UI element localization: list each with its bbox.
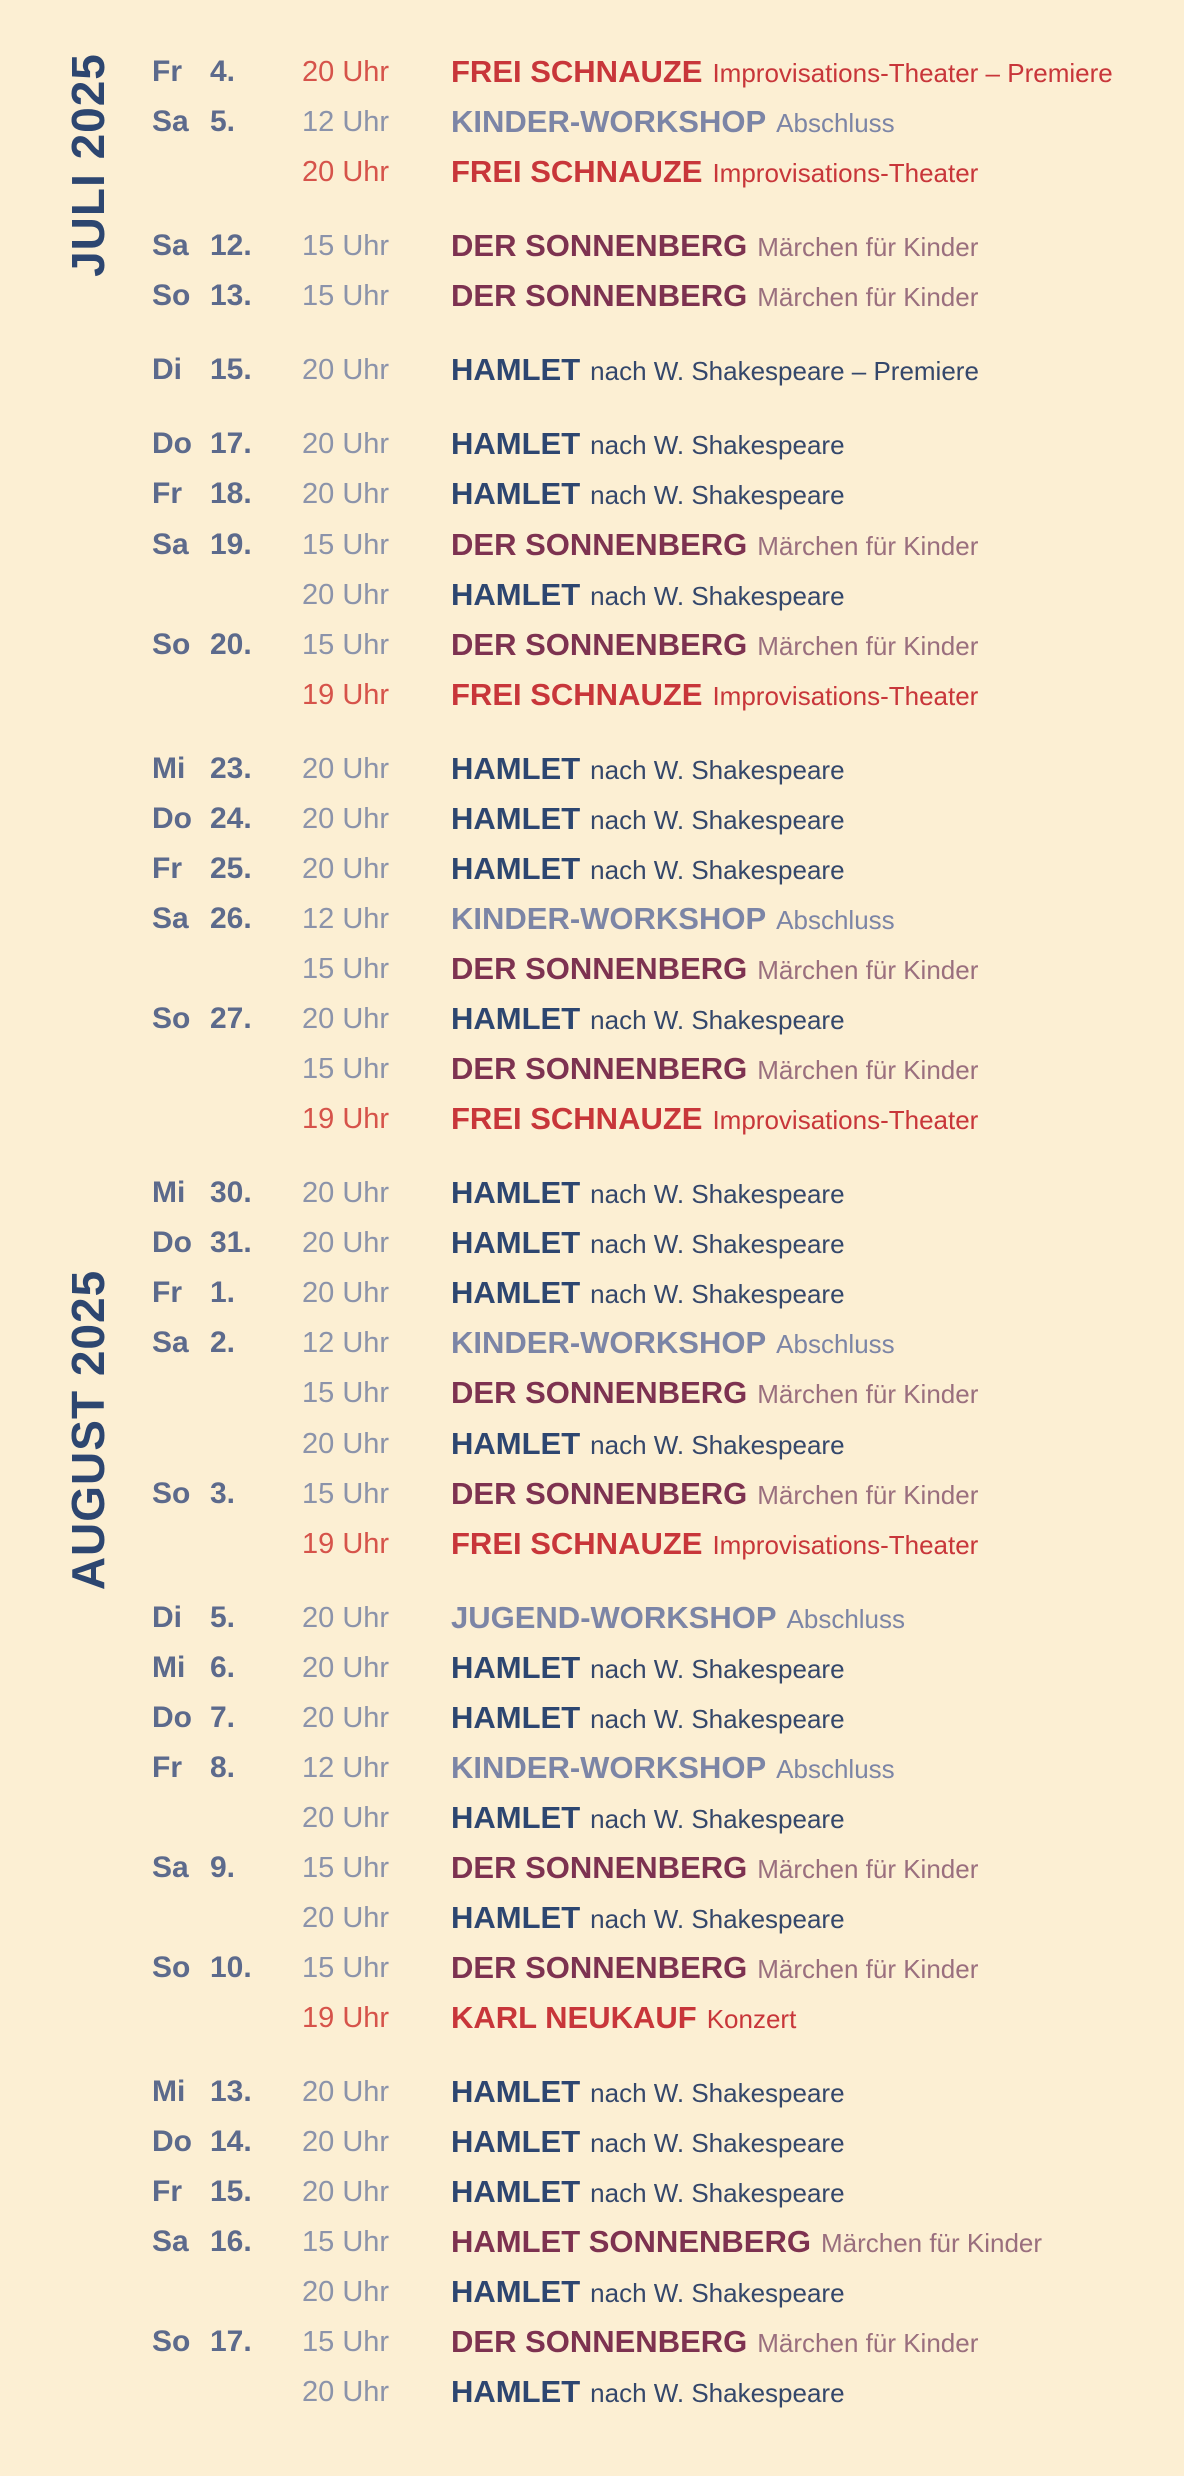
event-subtitle: nach W. Shakespeare – Premiere bbox=[590, 356, 979, 386]
event-title: HAMLET bbox=[451, 751, 581, 786]
weekday: Sa bbox=[152, 528, 189, 561]
event-time: 20 Uhr bbox=[302, 1428, 390, 1460]
event-title: HAMLET bbox=[451, 1275, 581, 1310]
event bbox=[451, 2069, 845, 2121]
event-subtitle: nach W. Shakespeare bbox=[590, 2278, 845, 2308]
weekday: Sa bbox=[152, 105, 189, 138]
weekday: Do bbox=[152, 427, 192, 460]
weekday: So bbox=[152, 1002, 191, 1035]
day-number: 9. bbox=[210, 1851, 236, 1884]
day-number: 13. bbox=[210, 279, 252, 312]
event bbox=[451, 1745, 895, 1797]
weekday: So bbox=[152, 1951, 191, 1984]
event bbox=[451, 1945, 978, 1997]
day-number: 27. bbox=[210, 1002, 252, 1035]
weekday: So bbox=[152, 2325, 191, 2358]
event-subtitle: Märchen für Kinder bbox=[757, 232, 979, 262]
event bbox=[451, 1320, 895, 1372]
event-title: HAMLET bbox=[451, 1426, 581, 1461]
event-subtitle: nach W. Shakespeare bbox=[590, 1229, 845, 1259]
event-subtitle: Märchen für Kinder bbox=[757, 531, 979, 561]
event-subtitle: nach W. Shakespeare bbox=[590, 1654, 845, 1684]
event-title: HAMLET bbox=[451, 352, 581, 387]
event bbox=[451, 996, 845, 1048]
event-time: 15 Uhr bbox=[302, 1478, 390, 1510]
event bbox=[451, 347, 979, 399]
event-title: DER SONNENBERG bbox=[451, 1375, 748, 1410]
schedule-row bbox=[0, 1745, 1184, 1791]
event bbox=[451, 1046, 978, 1098]
schedule-row bbox=[0, 1320, 1184, 1366]
event-subtitle: Abschluss bbox=[776, 1754, 895, 1784]
event bbox=[451, 2319, 978, 2371]
event-subtitle: nach W. Shakespeare bbox=[590, 2378, 845, 2408]
event-time: 20 Uhr bbox=[302, 1227, 390, 1259]
schedule-row bbox=[0, 1421, 1184, 1467]
event-time: 20 Uhr bbox=[302, 1652, 390, 1684]
event-time: 20 Uhr bbox=[302, 803, 390, 835]
event bbox=[451, 1595, 905, 1647]
event bbox=[451, 1370, 978, 1422]
event-time: 20 Uhr bbox=[302, 156, 390, 188]
day-number: 23. bbox=[210, 752, 252, 785]
schedule-row bbox=[0, 1170, 1184, 1216]
event bbox=[451, 672, 978, 724]
event-title: HAMLET bbox=[451, 801, 581, 836]
schedule-row bbox=[0, 846, 1184, 892]
schedule-row bbox=[0, 1845, 1184, 1891]
day-number: 15. bbox=[210, 2175, 252, 2208]
event-title: HAMLET bbox=[451, 851, 581, 886]
event bbox=[451, 99, 895, 151]
event-subtitle: Märchen für Kinder bbox=[757, 631, 979, 661]
event-subtitle: nach W. Shakespeare bbox=[590, 1279, 845, 1309]
event-subtitle: Märchen für Kinder bbox=[757, 1055, 979, 1085]
event bbox=[451, 2269, 845, 2321]
weekday: Do bbox=[152, 1226, 192, 1259]
event-time: 20 Uhr bbox=[302, 853, 390, 885]
event-title: DER SONNENBERG bbox=[451, 1850, 748, 1885]
weekday: So bbox=[152, 628, 191, 661]
event-subtitle: nach W. Shakespeare bbox=[590, 805, 845, 835]
event-title: FREI SCHNAUZE bbox=[451, 1101, 703, 1136]
event-title: JUGEND-WORKSHOP bbox=[451, 1600, 777, 1635]
weekday: Do bbox=[152, 802, 192, 835]
schedule-row bbox=[0, 746, 1184, 792]
event-title: HAMLET bbox=[451, 2074, 581, 2109]
event-subtitle: nach W. Shakespeare bbox=[590, 1005, 845, 1035]
event bbox=[451, 1695, 845, 1747]
schedule-row bbox=[0, 347, 1184, 393]
event-subtitle: Abschluss bbox=[776, 1329, 895, 1359]
schedule-row bbox=[0, 1995, 1184, 2041]
event-time: 20 Uhr bbox=[302, 1702, 390, 1734]
event-time: 20 Uhr bbox=[302, 2126, 390, 2158]
event-title: KINDER-WORKSHOP bbox=[451, 104, 767, 139]
schedule-row bbox=[0, 1370, 1184, 1416]
weekday: Sa bbox=[152, 2225, 189, 2258]
weekday: Di bbox=[152, 1601, 182, 1634]
event-time: 20 Uhr bbox=[302, 753, 390, 785]
schedule-row bbox=[0, 1795, 1184, 1841]
event-subtitle: Märchen für Kinder bbox=[820, 2228, 1043, 2258]
event bbox=[451, 1895, 845, 1947]
weekday: Fr bbox=[152, 477, 182, 510]
weekday: Mi bbox=[152, 2075, 186, 2108]
schedule-row bbox=[0, 522, 1184, 568]
weekday: Sa bbox=[152, 1326, 189, 1359]
schedule-row bbox=[0, 2319, 1184, 2365]
weekday: Mi bbox=[152, 1651, 186, 1684]
event-title: DER SONNENBERG bbox=[451, 1476, 748, 1511]
day-number: 7. bbox=[210, 1701, 236, 1734]
day-number: 20. bbox=[210, 628, 252, 661]
weekday: Sa bbox=[152, 902, 189, 935]
day-number: 16. bbox=[210, 2225, 252, 2258]
day-number: 10. bbox=[210, 1951, 252, 1984]
weekday: Sa bbox=[152, 229, 189, 262]
event-time: 20 Uhr bbox=[302, 478, 390, 510]
schedule-row bbox=[0, 2219, 1184, 2265]
event bbox=[451, 149, 978, 201]
event-time: 20 Uhr bbox=[302, 1902, 390, 1934]
event-subtitle: Abschluss bbox=[786, 1604, 906, 1634]
event-title: DER SONNENBERG bbox=[451, 278, 748, 313]
event-title: HAMLET bbox=[451, 1800, 581, 1835]
event bbox=[451, 746, 845, 798]
day-number: 4. bbox=[210, 55, 236, 88]
event bbox=[451, 223, 978, 275]
event-title: DER SONNENBERG bbox=[451, 2324, 748, 2359]
event-subtitle: Improvisations-Theater bbox=[712, 681, 979, 711]
day-number: 3. bbox=[210, 1477, 236, 1510]
schedule-row bbox=[0, 2169, 1184, 2215]
event-time: 19 Uhr bbox=[302, 679, 390, 711]
weekday: Sa bbox=[152, 1851, 189, 1884]
event-title: HAMLET bbox=[451, 1175, 581, 1210]
schedule-row bbox=[0, 2119, 1184, 2165]
schedule-row bbox=[0, 99, 1184, 145]
schedule-row bbox=[0, 1270, 1184, 1316]
weekday: Do bbox=[152, 2125, 192, 2158]
schedule-row bbox=[0, 223, 1184, 269]
event-time: 20 Uhr bbox=[302, 2276, 390, 2308]
event-subtitle: nach W. Shakespeare bbox=[590, 1179, 845, 1209]
event-subtitle: Abschluss bbox=[776, 905, 895, 935]
event-title: HAMLET bbox=[451, 1650, 581, 1685]
event-subtitle: nach W. Shakespeare bbox=[590, 2178, 845, 2208]
event-time: 12 Uhr bbox=[302, 106, 390, 138]
schedule-row bbox=[0, 1895, 1184, 1941]
schedule-row bbox=[0, 149, 1184, 195]
weekday: Fr bbox=[152, 1751, 182, 1784]
weekday: So bbox=[152, 279, 191, 312]
event-title: KINDER-WORKSHOP bbox=[451, 1325, 767, 1360]
day-number: 18. bbox=[210, 477, 252, 510]
event-title: KINDER-WORKSHOP bbox=[451, 1750, 767, 1785]
day-number: 1. bbox=[210, 1276, 236, 1309]
event-subtitle: nach W. Shakespeare bbox=[590, 1704, 845, 1734]
event-subtitle: Märchen für Kinder bbox=[757, 282, 979, 312]
event-title: HAMLET bbox=[451, 476, 581, 511]
day-number: 15. bbox=[210, 353, 252, 386]
event-subtitle: nach W. Shakespeare bbox=[590, 855, 845, 885]
day-number: 5. bbox=[210, 1601, 236, 1634]
event-title: KINDER-WORKSHOP bbox=[451, 901, 767, 936]
schedule-row bbox=[0, 49, 1184, 95]
day-number: 17. bbox=[210, 427, 252, 460]
event bbox=[451, 1795, 845, 1847]
schedule-row bbox=[0, 996, 1184, 1042]
event bbox=[451, 421, 845, 473]
event bbox=[451, 1845, 978, 1897]
weekday: Fr bbox=[152, 852, 182, 885]
event-title: DER SONNENBERG bbox=[451, 527, 748, 562]
event-time: 15 Uhr bbox=[302, 1852, 390, 1884]
event-time: 15 Uhr bbox=[302, 2226, 390, 2258]
weekday: Fr bbox=[152, 55, 182, 88]
event-title: HAMLET bbox=[451, 1225, 581, 1260]
weekday: So bbox=[152, 1477, 191, 1510]
event-time: 20 Uhr bbox=[302, 2176, 390, 2208]
event bbox=[451, 273, 978, 325]
event-title: HAMLET bbox=[451, 2374, 581, 2409]
event-title: FREI SCHNAUZE bbox=[451, 54, 703, 89]
event bbox=[451, 622, 978, 674]
event bbox=[451, 846, 845, 898]
event-subtitle: Konzert bbox=[706, 2004, 797, 2034]
event-subtitle: Märchen für Kinder bbox=[757, 1854, 979, 1884]
event-subtitle: Abschluss bbox=[776, 108, 895, 138]
month-label-august: AUGUST 2025 bbox=[62, 1269, 114, 1591]
event-title: FREI SCHNAUZE bbox=[451, 677, 703, 712]
event-title: DER SONNENBERG bbox=[451, 1950, 748, 1985]
event bbox=[451, 1220, 845, 1272]
event-subtitle: Improvisations-Theater bbox=[712, 1105, 979, 1135]
event bbox=[451, 1471, 978, 1523]
event-subtitle: nach W. Shakespeare bbox=[590, 430, 845, 460]
event-time: 19 Uhr bbox=[302, 1103, 390, 1135]
event-time: 20 Uhr bbox=[302, 354, 390, 386]
schedule-row bbox=[0, 421, 1184, 467]
event-title: HAMLET bbox=[451, 577, 581, 612]
weekday: Mi bbox=[152, 752, 186, 785]
event bbox=[451, 2169, 845, 2221]
schedule-row bbox=[0, 1046, 1184, 1092]
day-number: 12. bbox=[210, 229, 252, 262]
event-time: 20 Uhr bbox=[302, 579, 390, 611]
event bbox=[451, 1421, 845, 1473]
schedule-row bbox=[0, 796, 1184, 842]
day-number: 25. bbox=[210, 852, 252, 885]
event-title: HAMLET bbox=[451, 2174, 581, 2209]
event-subtitle: Märchen für Kinder bbox=[757, 1379, 979, 1409]
event bbox=[451, 1995, 796, 2047]
schedule-row bbox=[0, 471, 1184, 517]
event-time: 15 Uhr bbox=[302, 1377, 390, 1409]
event-time: 15 Uhr bbox=[302, 230, 390, 262]
schedule-row bbox=[0, 2369, 1184, 2415]
event bbox=[451, 522, 978, 574]
event-time: 19 Uhr bbox=[302, 1528, 390, 1560]
day-number: 30. bbox=[210, 1176, 252, 1209]
day-number: 13. bbox=[210, 2075, 252, 2108]
schedule-row bbox=[0, 1471, 1184, 1517]
event bbox=[451, 572, 845, 624]
event-time: 20 Uhr bbox=[302, 1003, 390, 1035]
event-title: DER SONNENBERG bbox=[451, 1051, 748, 1086]
day-number: 19. bbox=[210, 528, 252, 561]
schedule-row bbox=[0, 2269, 1184, 2315]
event bbox=[451, 896, 895, 948]
weekday: Di bbox=[152, 353, 182, 386]
event-time: 12 Uhr bbox=[302, 1327, 390, 1359]
schedule-row bbox=[0, 946, 1184, 992]
event-subtitle: Improvisations-Theater bbox=[712, 158, 979, 188]
weekday: Fr bbox=[152, 1276, 182, 1309]
event bbox=[451, 1521, 978, 1573]
event-time: 20 Uhr bbox=[302, 428, 390, 460]
event-title: KARL NEUKAUF bbox=[451, 2000, 697, 2035]
event-title: HAMLET bbox=[451, 1900, 581, 1935]
schedule-row bbox=[0, 2069, 1184, 2115]
event-time: 15 Uhr bbox=[302, 529, 390, 561]
event-subtitle: Märchen für Kinder bbox=[757, 1954, 979, 1984]
event bbox=[451, 2119, 845, 2171]
event-time: 20 Uhr bbox=[302, 1602, 390, 1634]
weekday: Fr bbox=[152, 2175, 182, 2208]
event-title: DER SONNENBERG bbox=[451, 627, 748, 662]
event-subtitle: Märchen für Kinder bbox=[757, 955, 979, 985]
event-subtitle: nach W. Shakespeare bbox=[590, 1430, 845, 1460]
event-time: 20 Uhr bbox=[302, 56, 390, 88]
day-number: 24. bbox=[210, 802, 252, 835]
event bbox=[451, 49, 1113, 101]
event bbox=[451, 2369, 845, 2421]
schedule-row bbox=[0, 896, 1184, 942]
event-title: FREI SCHNAUZE bbox=[451, 1526, 703, 1561]
event-time: 20 Uhr bbox=[302, 1277, 390, 1309]
event-subtitle: nach W. Shakespeare bbox=[590, 581, 845, 611]
schedule-row bbox=[0, 672, 1184, 718]
event-title: DER SONNENBERG bbox=[451, 951, 748, 986]
event-subtitle: Improvisations-Theater – Premiere bbox=[712, 58, 1113, 88]
event-time: 15 Uhr bbox=[302, 1053, 390, 1085]
event-subtitle: Improvisations-Theater bbox=[712, 1530, 979, 1560]
schedule-row bbox=[0, 1521, 1184, 1567]
event-time: 15 Uhr bbox=[302, 953, 390, 985]
event-time: 15 Uhr bbox=[302, 280, 390, 312]
event-title: HAMLET bbox=[451, 1700, 581, 1735]
event-time: 15 Uhr bbox=[302, 629, 390, 661]
event-time: 20 Uhr bbox=[302, 2376, 390, 2408]
day-number: 5. bbox=[210, 105, 236, 138]
event bbox=[451, 1645, 845, 1697]
schedule-row bbox=[0, 1220, 1184, 1266]
event bbox=[451, 1170, 845, 1222]
event-time: 20 Uhr bbox=[302, 1177, 390, 1209]
event-time: 20 Uhr bbox=[302, 1802, 390, 1834]
day-number: 31. bbox=[210, 1226, 252, 1259]
weekday: Do bbox=[152, 1701, 192, 1734]
event bbox=[451, 2219, 1042, 2271]
event bbox=[451, 796, 845, 848]
schedule-row bbox=[0, 1695, 1184, 1741]
day-number: 8. bbox=[210, 1751, 236, 1784]
schedule-row bbox=[0, 622, 1184, 668]
event-time: 20 Uhr bbox=[302, 2076, 390, 2108]
event-title: HAMLET bbox=[451, 2274, 581, 2309]
event-time: 12 Uhr bbox=[302, 903, 390, 935]
event-subtitle: Märchen für Kinder bbox=[757, 2328, 979, 2358]
day-number: 2. bbox=[210, 1326, 236, 1359]
event-title: FREI SCHNAUZE bbox=[451, 154, 703, 189]
event-time: 15 Uhr bbox=[302, 2326, 390, 2358]
event-time: 12 Uhr bbox=[302, 1752, 390, 1784]
event-time: 15 Uhr bbox=[302, 1952, 390, 1984]
weekday: Mi bbox=[152, 1176, 186, 1209]
schedule-row bbox=[0, 1945, 1184, 1991]
event-subtitle: Märchen für Kinder bbox=[757, 1480, 979, 1510]
event-subtitle: nach W. Shakespeare bbox=[590, 1804, 845, 1834]
event bbox=[451, 471, 845, 523]
event-title: HAMLET SONNENBERG bbox=[451, 2224, 811, 2259]
event-title: HAMLET bbox=[451, 426, 581, 461]
event bbox=[451, 1270, 845, 1322]
event-subtitle: nach W. Shakespeare bbox=[590, 2128, 845, 2158]
event-subtitle: nach W. Shakespeare bbox=[590, 480, 845, 510]
day-number: 26. bbox=[210, 902, 252, 935]
event-subtitle: nach W. Shakespeare bbox=[590, 2078, 845, 2108]
event-subtitle: nach W. Shakespeare bbox=[590, 755, 845, 785]
schedule-row bbox=[0, 273, 1184, 319]
schedule-row bbox=[0, 1645, 1184, 1691]
event-title: HAMLET bbox=[451, 2124, 581, 2159]
event-time: 19 Uhr bbox=[302, 2002, 390, 2034]
schedule-row bbox=[0, 1595, 1184, 1641]
day-number: 14. bbox=[210, 2125, 252, 2158]
schedule-row bbox=[0, 572, 1184, 618]
schedule-row bbox=[0, 1096, 1184, 1142]
event bbox=[451, 946, 978, 998]
day-number: 17. bbox=[210, 2325, 252, 2358]
event-title: DER SONNENBERG bbox=[451, 228, 748, 263]
day-number: 6. bbox=[210, 1651, 236, 1684]
event bbox=[451, 1096, 978, 1148]
event-subtitle: nach W. Shakespeare bbox=[590, 1904, 845, 1934]
month-label-juli: JULI 2025 bbox=[62, 53, 114, 277]
event-title: HAMLET bbox=[451, 1001, 581, 1036]
